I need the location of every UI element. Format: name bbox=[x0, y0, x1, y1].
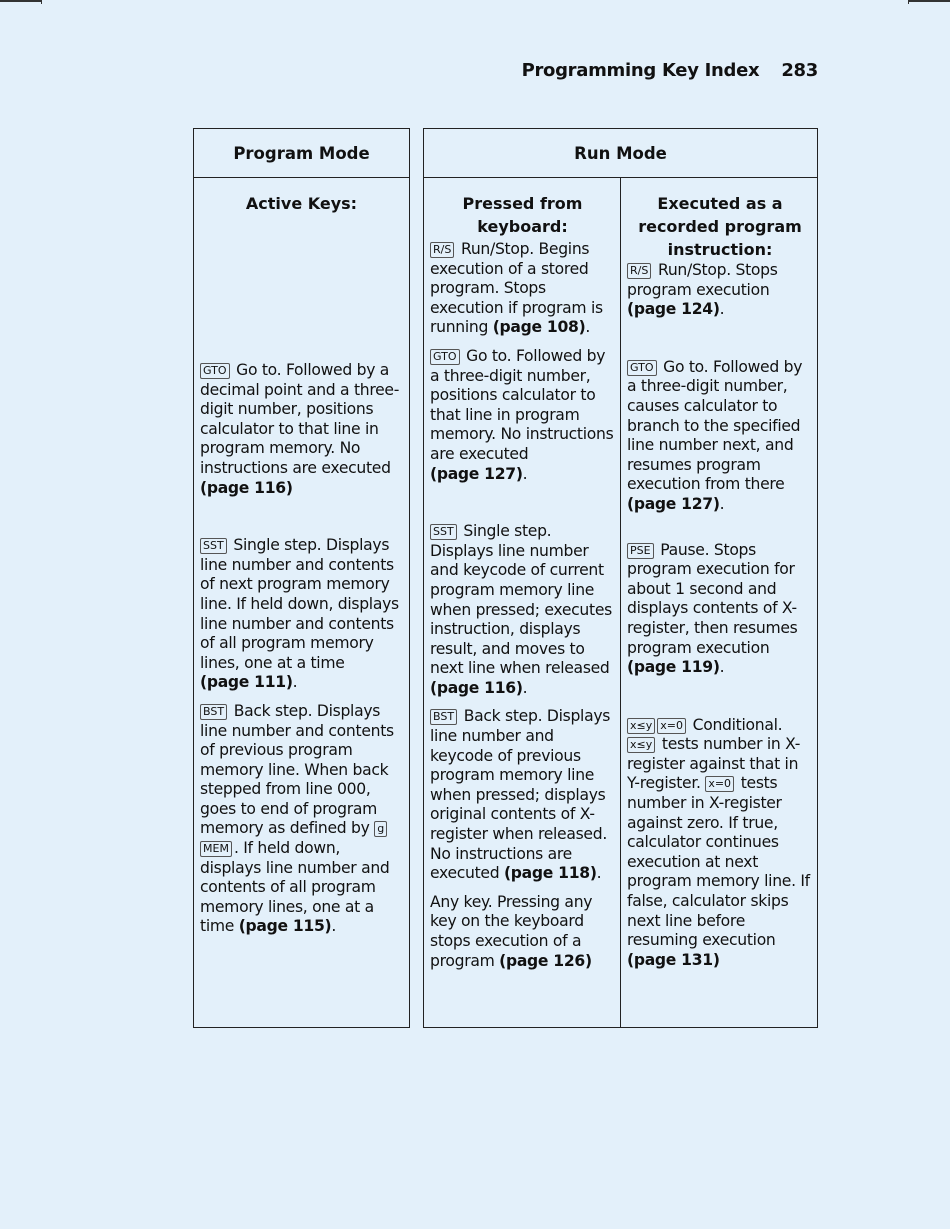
pressed-gto-entry bbox=[430, 347, 615, 484]
page-ref: (page 118) bbox=[503, 864, 597, 883]
rs-key-icon: R/S bbox=[430, 242, 454, 258]
page-number: 283 bbox=[781, 60, 818, 81]
g-key-icon: g bbox=[374, 821, 387, 837]
gto-key-icon: GTO bbox=[627, 360, 657, 376]
pse-key-icon: PSE bbox=[627, 543, 654, 559]
page-ref: (page 126) bbox=[499, 951, 592, 970]
entry-text: Single step. Displays line number and contents of next program memory line. If held down, displays line number and contents of all program memory lines, one at a time bbox=[200, 536, 399, 672]
executed-heading: Executed as a recorded program instruction: bbox=[638, 194, 802, 259]
entry-text: Pause. Stops program execution for about 1 second and displays contents of X-register, then resumes program execution bbox=[627, 540, 798, 657]
x-eq-0-key-icon: x=0 bbox=[657, 718, 686, 734]
page-ref: (page 131) bbox=[627, 950, 720, 969]
page-ref: (page 124) bbox=[627, 300, 720, 319]
bst-key-icon: BST bbox=[430, 709, 457, 725]
x-le-y-key-icon: x≤y bbox=[627, 718, 655, 734]
bst-key-icon: BST bbox=[200, 704, 227, 720]
running-head bbox=[522, 60, 818, 81]
executed-rs-entry bbox=[627, 261, 813, 320]
program-mode-column bbox=[194, 178, 409, 1027]
x-le-y-key-icon: x≤y bbox=[627, 737, 655, 753]
entry-text-2: tests number in X-register against that in Y-register. bbox=[627, 735, 801, 793]
punctuation: . bbox=[585, 318, 591, 337]
pressed-rs-entry bbox=[430, 240, 615, 338]
page-ref: (page 115) bbox=[238, 917, 332, 936]
entry-text: Go to. Followed by a decimal point and a three-digit number, positions calculator to that line in program memory. No instructions are executed bbox=[200, 361, 400, 477]
page-ref: (page 116) bbox=[200, 478, 293, 497]
entry-text: Single step. Displays line number and keycode of current program memory line when pressed; executes instruction, displays result, and moves to next line when released bbox=[430, 522, 612, 678]
punctuation: . bbox=[522, 678, 528, 697]
sst-key-icon: SST bbox=[200, 538, 227, 554]
punctuation: . bbox=[596, 864, 602, 883]
pressed-heading: Pressed from keyboard: bbox=[462, 194, 583, 236]
page-ref: (page 127) bbox=[430, 464, 523, 483]
executed-gto-entry bbox=[627, 358, 813, 515]
program-gto-entry bbox=[200, 361, 403, 498]
pressed-from-keyboard-column bbox=[424, 178, 621, 1027]
punctuation: . bbox=[292, 673, 298, 692]
page-ref: (page 108) bbox=[492, 318, 586, 337]
program-bst-entry bbox=[200, 702, 403, 937]
entry-text: Back step. Displays line number and keycode of previous program memory line when pressed; displays original contents of X-register when released. No instructions are executed bbox=[430, 707, 611, 883]
punctuation: . bbox=[719, 658, 725, 677]
entry-text: Go to. Followed by a three-digit number, positions calculator to that line in program memory. No instructions are executed bbox=[430, 346, 614, 463]
executed-conditional-entry bbox=[627, 716, 813, 971]
gto-key-icon: GTO bbox=[200, 363, 230, 379]
program-mode-table bbox=[193, 128, 410, 1028]
punctuation: . bbox=[522, 464, 528, 483]
mem-key-icon: MEM bbox=[200, 841, 232, 857]
punctuation: . bbox=[719, 300, 725, 319]
entry-text-3: tests number in X-register against zero. If true, calculator continues execution at next program memory line. If false, calculator skips next line before resuming execution bbox=[627, 774, 810, 950]
executed-as-instruction-column bbox=[621, 178, 817, 1027]
rs-key-icon: R/S bbox=[627, 263, 651, 279]
entry-text: Any key. Pressing any key on the keyboard stops execution of a program bbox=[430, 892, 593, 970]
page-ref: (page 119) bbox=[627, 658, 720, 677]
pressed-sst-entry bbox=[430, 522, 615, 698]
run-mode-table bbox=[423, 128, 818, 1028]
punctuation: . bbox=[331, 917, 337, 936]
active-keys-heading: Active Keys: bbox=[245, 194, 358, 213]
crop-mark-right bbox=[908, 0, 950, 2]
entry-text: Run/Stop. Stops program execution bbox=[627, 261, 778, 299]
pressed-any-key-entry bbox=[430, 893, 615, 971]
page-ref: (page 116) bbox=[430, 678, 523, 697]
program-sst-entry bbox=[200, 536, 403, 693]
x-eq-0-key-icon: x=0 bbox=[705, 776, 734, 792]
page-ref: (page 111) bbox=[200, 673, 293, 692]
program-mode-heading: Program Mode bbox=[194, 129, 409, 178]
crop-mark-left bbox=[0, 0, 42, 2]
entry-text-2: . If held down, displays line number and contents of all program memory lines, one at a time bbox=[200, 839, 390, 936]
entry-text: Back step. Displays line number and contents of previous program memory line. When back stepped from line 000, goes to end of program memory as defined by bbox=[200, 701, 394, 838]
sst-key-icon: SST bbox=[430, 524, 457, 540]
entry-text: Conditional. bbox=[687, 715, 783, 734]
gto-key-icon: GTO bbox=[430, 349, 460, 365]
pressed-bst-entry bbox=[430, 707, 615, 883]
executed-pse-entry bbox=[627, 541, 813, 678]
entry-text: Go to. Followed by a three-digit number, causes calculator to branch to the specified line number next, and resumes program execution from there bbox=[627, 357, 803, 494]
punctuation: . bbox=[719, 494, 725, 513]
run-mode-heading: Run Mode bbox=[424, 129, 817, 178]
page-ref: (page 127) bbox=[627, 494, 720, 513]
page-title: Programming Key Index bbox=[521, 60, 760, 81]
entry-text: Run/Stop. Begins execution of a stored program. Stops execution if program is running bbox=[430, 240, 603, 337]
